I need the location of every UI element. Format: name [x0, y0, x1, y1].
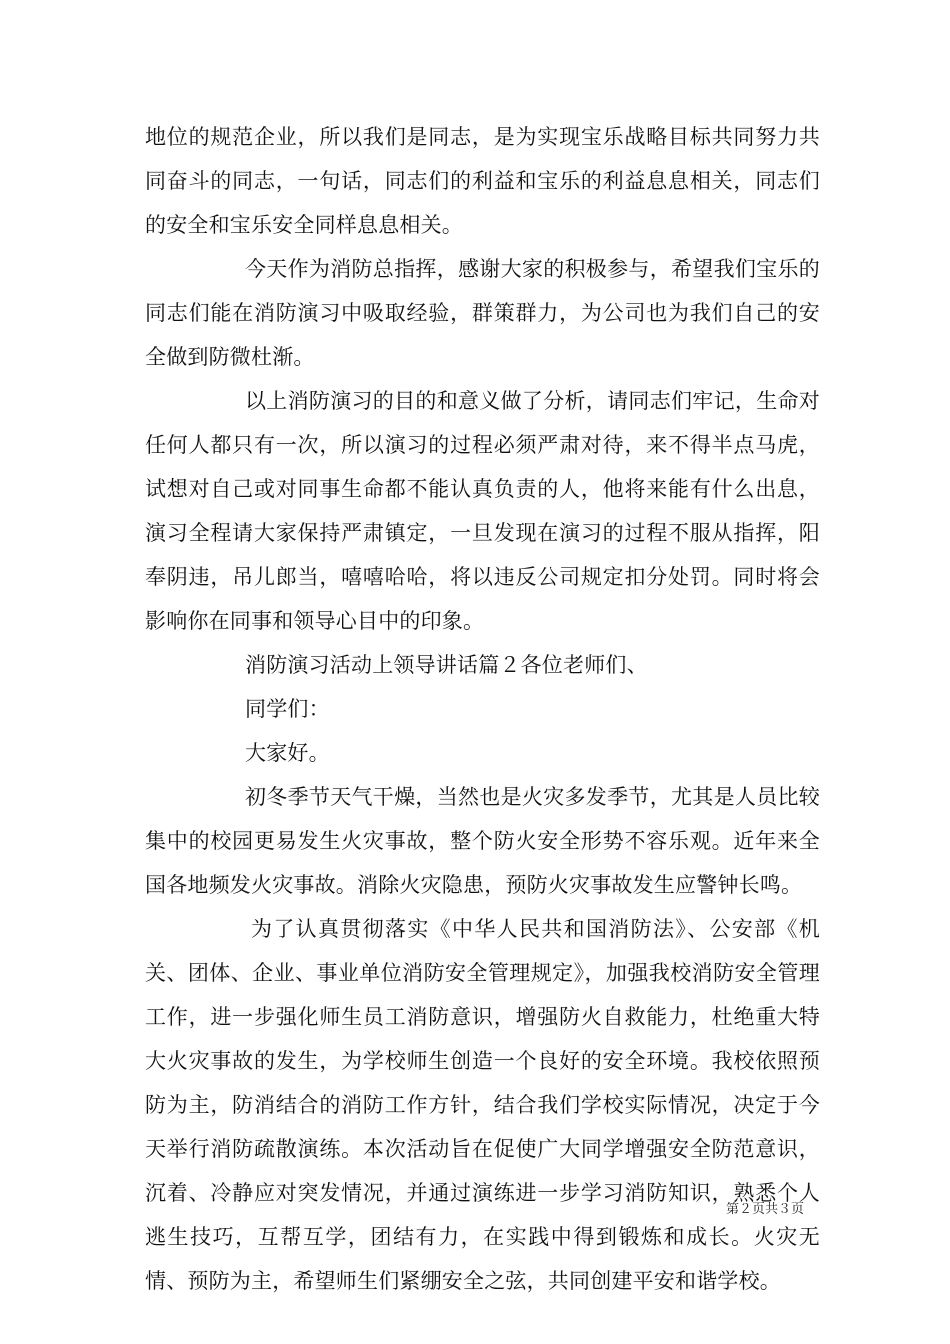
paragraph-greeting-hello: 大家好。 [245, 741, 330, 765]
paragraph-continuation: 地位的规范企业，所以我们是同志，是为实现宝乐战略目标共同努力共同奋斗的同志，一句话，同志们的利益和宝乐的利益息息相关，同志们的安全和宝乐安全同样息息相关。 [145, 125, 820, 237]
paragraph-greeting-students: 同学们： [245, 697, 330, 721]
paragraph-speech-title: 消防演习活动上领导讲话篇２各位老师们、 [245, 653, 648, 677]
paragraph-drill-purpose: 以上消防演习的目的和意义做了分析，请同志们牢记，生命对任何人都只有一次，所以演习的过程必须严肃对待，来不得半点马虎，试想对自己或对同事生命都不能认真负责的人，他将来能有什么出息，演习全程请大家保持严肃镇定，一旦发现在演习的过程不服从指挥，阳奉阴违，吊儿郎当，嘻嘻哈哈，将以违反公司规定扣分处罚。同时将会影响你在同事和领导心目中的印象。 [145, 389, 820, 633]
document-body [145, 115, 820, 1303]
paragraph-fire-law: 为了认真贯彻落实《中华人民共和国消防法》、公安部《机关、团体、企业、事业单位消防安全管理规定》，加强我校消防安全管理工作，进一步强化师生员工消防意识，增强防火自救能力，杜绝重大特大火灾事故的发生，为学校师生创造一个良好的安全环境。我校依照预防为主，防消结合的消防工作方针，结合我们学校实际情况，决定于今天举行消防疏散演练。本次活动旨在促使广大同学增强安全防范意识，沉着、冷静应对突发情况，并通过演练进一步学习消防知识，熟悉个人逃生技巧，互帮互学，团结有力，在实践中得到锻炼和成长。火灾无情、预防为主，希望师生们紧绷安全之弦，共同创建平安和谐学校。 [145, 917, 820, 1293]
paragraph-winter-fire: 初冬季节天气干燥，当然也是火灾多发季节，尤其是人员比较集中的校园更易发生火灾事故，整个防火安全形势不容乐观。近年来全国各地频发火灾事故。消除火灾隐患，预防火灾事故发生应警钟长鸣。 [145, 785, 820, 897]
page-number-footer: 第２页共３页 [725, 1202, 804, 1217]
paragraph-commander-thanks: 今天作为消防总指挥，感谢大家的积极参与，希望我们宝乐的同志们能在消防演习中吸取经验，群策群力，为公司也为我们自己的安全做到防微杜渐。 [145, 257, 820, 369]
